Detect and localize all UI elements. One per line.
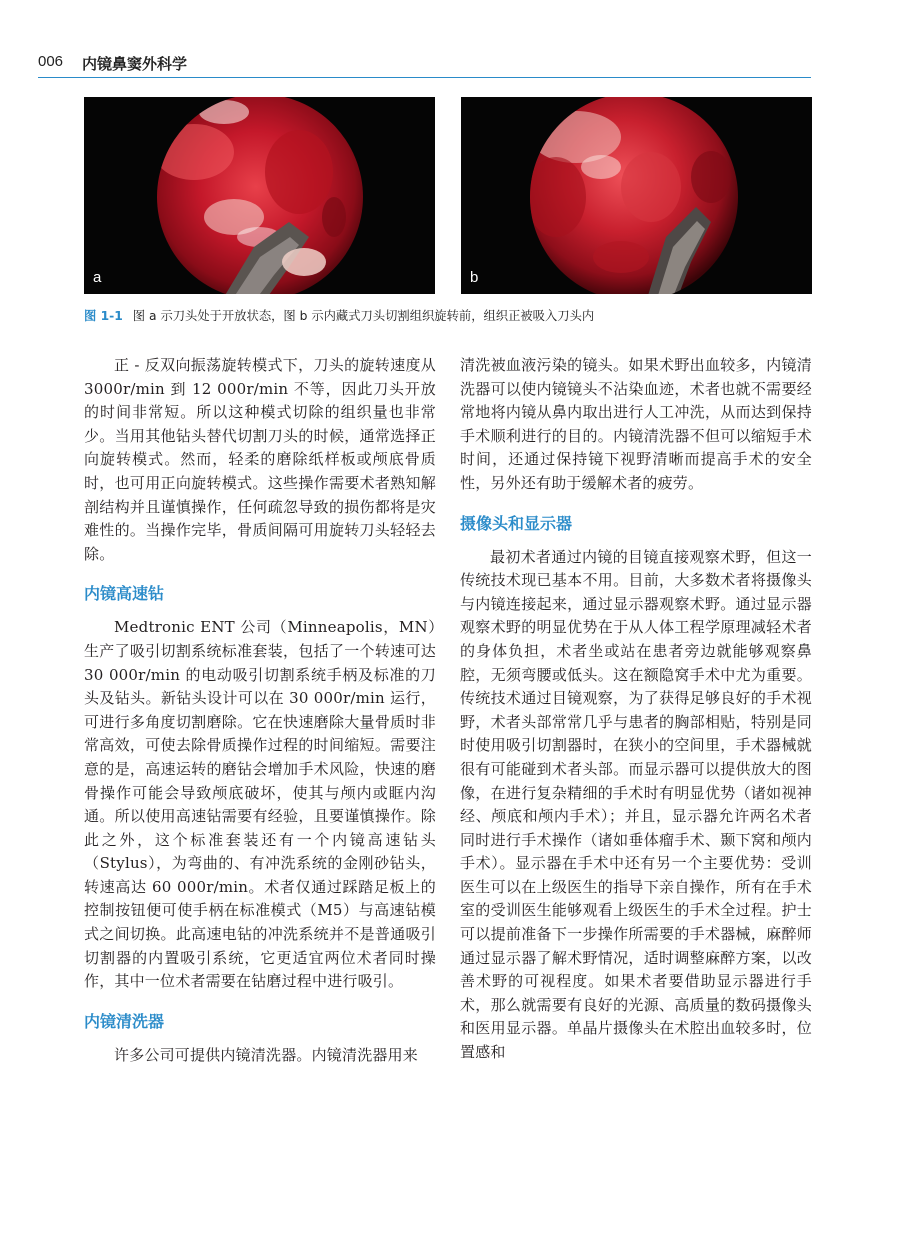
section-heading-high-speed-drill: 内镜高速钻: [84, 584, 165, 604]
caption-text: 图 a 示刀头处于开放状态，图 b 示内藏式刀头切割组织旋转前，组织正被吸入刀头内: [132, 309, 595, 323]
paragraph: 最初术者通过内镜的目镜直接观察术野，但这一传统技术现已基本不用。目前，大多数术者将摄像头与内镜连接起来，通过显示器观察术野。通过显示器观察术野的明显优势在于从人体工程学原理减轻术者的身体负担，术者坐或站在患者旁边就能够观察鼻腔，无须弯腰或低头。这在额隐窝手术中尤为重要。传统技术通过目镜观察，为了获得足够良好的手术视野，术者头部常常几乎与患者的胸部相贴，特别是同时使用吸引切割器时，在狭小的空间里，手术器械就很有可能碰到术者头部。而显示器可以提供放大的图像，在进行复杂精细的手术时有明显优势（诸如视神经、颅底和颅内手术）；并且，显示器允许两名术者同时进行手术操作（诸如垂体瘤手术、颞下窝和颅内手术）。显示器在手术中还有另一个主要优势：受训医生可以在上级医生的指导下亲自操作，所有在手术室的受训医生能够观看上级医生的手术全过程。护士可以提前准备下一步操作所需要的手术器械，麻醉师通过显示器了解术野情况，适时调整麻醉方案，以改善术野的可视程度。如果术者要借助显示器进行手术，那么就需要有良好的光源、高质量的数码摄像头和医用显示器。单晶片摄像头在术腔出血较多时，位置感和: [460, 547, 812, 1062]
paragraph: Medtronic ENT 公司（Minneapolis，MN）生产了吸引切割系统标准套装，包括了一个转速可达 30 000r/min 的电动吸引切割系统手柄及标准的刀头及钻头。新钻头设计可以在 30 000r/min 运行，可进行多角度切割磨除。它在快速磨除大量骨质时非常高效，可使去除骨质操作过程的时间缩短。需要注意的是，高速运转的磨钻会增加手术风险，快速的磨骨操作可能会导致颅底破坏，使其与颅内或眶内沟通。所以使用高速钻需要有经验，且要谨慎操作。除此之外，这个标准套装还有一个内镜高速钻头（Stylus），为弯曲的、有冲洗系统的金刚砂钻头，转速高达 60 000r/min。术者仅通过踩踏足板上的控制按钮便可使手柄在标准模式（M5）与高速钻模式之间切换。此高速电钻的冲洗系统并不是普通吸引切割器的内置吸引系统，它更适宜两位术者同时操作，其中一位术者需要在钻磨过程中进行吸引。: [84, 618, 436, 991]
section-heading-camera-and-monitor: 摄像头和显示器: [460, 513, 573, 533]
figure-caption: [84, 306, 594, 324]
page-number: 006: [38, 53, 64, 70]
left-column: [84, 354, 436, 1067]
right-column: [460, 354, 812, 1065]
paragraph: 许多公司可提供内镜清洗器。内镜清洗器用来: [114, 1045, 419, 1064]
paragraph: 清洗被血液污染的镜头。如果术野出血较多，内镜清洗器可以使内镜镜头不沾染血迹，术者也就不需要经常地将内镜从鼻内取出进行人工冲洗，从而达到保持手术顺利进行的目的。内镜清洗器不但可以缩短手术时间，还通过保持镜下视野清晰而提高手术的安全性，另外还有助于缓解术者的疲劳。: [460, 356, 812, 492]
panel-letter-b: b: [470, 269, 479, 286]
page-header: [38, 53, 811, 79]
endoscopic-photo-a: [84, 97, 435, 294]
endoscopic-photo-b: [461, 97, 812, 294]
header-rule: [38, 77, 811, 78]
caption-label: 图 1-1: [84, 309, 123, 323]
paragraph: 正 - 反双向振荡旋转模式下，刀头的旋转速度从 3000r/min 到 12 000r/min 不等，因此刀头开放的时间非常短。所以这种模式切除的组织量也非常少。当用其他钻头替代切割刀头的时候，通常选择正向旋转模式。然而，轻柔的磨除纸样板或颅底骨质时，也可用正向旋转模式。这些操作需要术者熟知解剖结构并且谨慎操作，任何疏忽导致的损伤都将是灾难性的。当操作完毕，骨质间隔可用旋转刀头轻轻去除。: [84, 356, 436, 563]
book-title: 内镜鼻窦外科学: [82, 55, 188, 73]
panel-letter-a: a: [93, 269, 102, 286]
section-heading-endoscope-cleaner: 内镜清洗器: [84, 1011, 165, 1031]
